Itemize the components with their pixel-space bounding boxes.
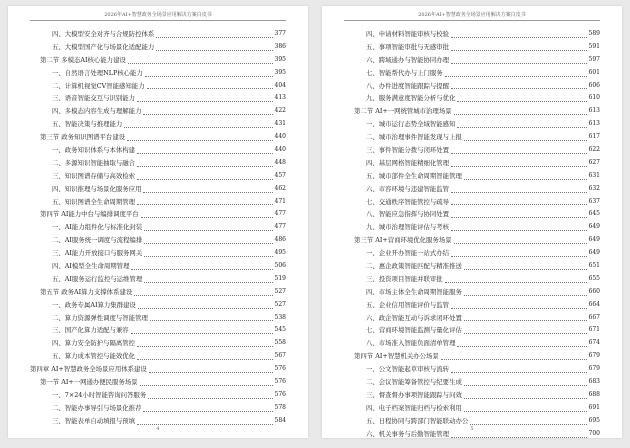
toc-dot-leader [464, 330, 587, 334]
toc-entry-title: 二、城市治理事件智能发现与上报 [366, 133, 462, 142]
toc-dot-leader [138, 305, 273, 309]
toc-dot-leader [137, 201, 272, 205]
toc-entry-page: 679 [588, 352, 600, 360]
toc-entry-page: 597 [588, 55, 600, 63]
toc-subsection-entry[interactable] [30, 234, 286, 247]
toc-dot-leader [137, 176, 272, 180]
toc-entry-title: 第四章 AI+智慧政务全场景应用体系建设 [30, 365, 147, 374]
toc-entry-title: 一、自然语言处理NLP核心能力 [52, 68, 143, 77]
toc-entry-title: 一、7×24小时智能咨询问答服务 [52, 390, 147, 399]
toc-dot-leader [137, 343, 272, 347]
header-rule [344, 20, 600, 21]
toc-entry-page: 545 [274, 326, 286, 334]
toc-dot-leader [131, 330, 273, 334]
toc-entry-title: 二、智能办事导引与场景化推荐 [52, 403, 142, 412]
toc-subsection-entry[interactable] [344, 299, 600, 312]
toc-entry-title: 五、城市部件全生命周期智能管理 [366, 171, 462, 180]
toc-subsection-entry[interactable] [30, 144, 286, 157]
toc-entry-title: 二、计算机视觉CV智能感知能力 [52, 81, 145, 90]
toc-entry-page: 637 [588, 197, 600, 205]
toc-entry-title: 七、营商环境智能监测与量化评估 [366, 326, 462, 335]
toc-entry-title: 八、市场准入智能负面清单管理 [366, 339, 456, 348]
toc-subsection-entry[interactable] [30, 80, 286, 93]
toc-subsection-entry[interactable] [344, 28, 600, 41]
toc-subsection-entry[interactable] [30, 350, 286, 363]
toc-entry-page: 613 [588, 107, 600, 115]
toc-subsection-entry[interactable] [30, 324, 286, 337]
toc-entry-title: 三、督查督办事项智能跟踪与问效 [366, 390, 462, 399]
toc-subsection-entry[interactable] [344, 221, 600, 234]
header-rule [30, 20, 286, 21]
toc-chapter-entry[interactable] [30, 363, 286, 376]
toc-dot-leader [144, 240, 272, 244]
toc-entry-page: 486 [274, 236, 286, 244]
toc-entry-title: 三、事件智能分拨与闭环处置 [366, 146, 450, 154]
toc-entry-page: 627 [588, 158, 600, 166]
toc-section-entry[interactable] [30, 376, 286, 389]
toc-subsection-entry[interactable] [30, 337, 286, 350]
toc-entry-page: 683 [588, 378, 600, 386]
toc-entry-title: 四、申请材料智能审核与校验 [366, 29, 450, 38]
toc-subsection-entry[interactable] [344, 196, 600, 209]
toc-entry-page: 589 [588, 29, 600, 37]
toc-dot-leader [451, 253, 586, 257]
toc-dot-leader [131, 266, 272, 270]
toc-entry-title: 三、国产化算力适配与兼容 [52, 326, 129, 335]
toc-section-entry[interactable] [344, 350, 600, 363]
toc-entry-title: 四、多模态内容生成与理解能力 [52, 107, 142, 116]
toc-entry-page: 395 [274, 68, 286, 76]
toc-subsection-entry[interactable] [344, 389, 600, 402]
toc-entry-page: 700 [588, 429, 600, 437]
toc-list [30, 28, 286, 428]
toc-entry-title: 第三节 政务知识图谱平台建设 [40, 133, 126, 142]
toc-entry-title: 九、城市治理智能评估与考核 [366, 223, 450, 232]
toc-entry-title: 一、公文智能起草审核与流转 [366, 365, 450, 374]
toc-entry-page: 395 [274, 55, 286, 63]
toc-dot-leader [451, 369, 586, 373]
toc-entry-page: 671 [588, 326, 600, 334]
toc-entry-title: 第四节 AI+智慧机关办公场景 [354, 352, 439, 361]
toc-dot-leader [457, 98, 586, 102]
toc-entry-title: 三、AI能力开放接口与服务网关 [52, 249, 143, 258]
page-number: 5 [470, 426, 474, 432]
toc-entry-page: 679 [588, 365, 600, 373]
toc-entry-title: 五、事项智能审批与无感审批 [366, 42, 450, 51]
toc-entry-page: 422 [274, 107, 286, 115]
toc-entry-page: 649 [588, 236, 600, 244]
toc-entry-page: 457 [274, 171, 286, 179]
toc-dot-leader [140, 382, 273, 386]
toc-dot-leader [141, 214, 273, 218]
toc-entry-title: 第二节 多模态AI核心能力建设 [40, 55, 126, 64]
toc-subsection-entry[interactable] [344, 260, 600, 273]
page-header: 2026年AI+智慧政务全场景应用解决方案白皮书 [418, 12, 526, 18]
toc-entry-page: 660 [588, 287, 600, 295]
toc-entry-title: 四、知识推理与场景化服务应用 [52, 184, 142, 193]
toc-dot-leader [137, 98, 272, 102]
toc-subsection-entry[interactable] [30, 273, 286, 286]
toc-subsection-entry[interactable] [344, 131, 600, 144]
toc-subsection-entry[interactable] [30, 28, 286, 41]
toc-entry-title: 六、机关事务与后勤智能管理 [366, 429, 450, 438]
toc-entry-page: 695 [588, 416, 600, 424]
toc-entry-title: 四、电子档案智能归档与检索利用 [366, 403, 462, 412]
toc-entry-title: 二、AI服务统一调度与流程编排 [52, 236, 143, 245]
toc-entry-title: 一、政务专属AI算力集群建设 [52, 300, 136, 309]
toc-dot-leader [137, 150, 272, 154]
toc-dot-leader [124, 124, 272, 128]
toc-entry-title: 七、智能帮代办与上门服务 [366, 68, 443, 77]
toc-dot-leader [128, 60, 273, 64]
toc-dot-leader [464, 266, 587, 270]
toc-dot-leader [150, 317, 273, 321]
toc-dot-leader [454, 240, 587, 244]
toc-dot-leader [451, 227, 586, 231]
toc-subsection-entry[interactable] [30, 196, 286, 209]
toc-entry-page: 664 [588, 300, 600, 308]
toc-entry-title: 五、知识图谱全生命周期管理 [52, 197, 136, 206]
toc-dot-leader [148, 395, 272, 399]
toc-list [344, 28, 600, 441]
toc-entry-title: 五、大模型国产化与场景化适配能力 [52, 42, 155, 51]
toc-page-right [322, 6, 622, 438]
toc-dot-leader [451, 434, 586, 438]
toc-entry-title: 二、惠企政策智能匹配与精准推送 [366, 262, 462, 271]
toc-entry-title: 二、会议智能筹备管控与纪要生成 [366, 378, 462, 387]
toc-section-entry[interactable] [344, 105, 600, 118]
toc-dot-leader [464, 382, 587, 386]
toc-subsection-entry[interactable] [30, 247, 286, 260]
toc-entry-title: 一、AI能力组件化与标准化封装 [52, 223, 143, 232]
toc-subsection-entry[interactable] [30, 157, 286, 170]
toc-entry-page: 584 [274, 416, 286, 424]
toc-subsection-entry[interactable] [30, 299, 286, 312]
toc-entry-title: 第五节 政务AI算力支撑体系建设 [40, 287, 133, 296]
toc-entry-title: 第四节 AI能力中台与编排调度平台 [40, 210, 139, 219]
toc-section-entry[interactable] [30, 131, 286, 144]
toc-entry-title: 五、算力成本管控与能效优化 [52, 352, 136, 361]
toc-entry-page: 631 [588, 171, 600, 179]
toc-entry-title: 四、市场主体全生命周期智能服务 [366, 287, 462, 296]
toc-dot-leader [137, 356, 272, 360]
toc-entry-page: 527 [274, 300, 286, 308]
toc-dot-leader [137, 421, 272, 425]
toc-dot-leader [127, 137, 272, 141]
toc-entry-title: 六、跨域通办与智能协同办理 [366, 55, 450, 64]
toc-entry-page: 477 [274, 210, 286, 218]
toc-dot-leader [451, 60, 586, 64]
toc-dot-leader [445, 73, 587, 77]
toc-entry-page: 558 [274, 339, 286, 347]
toc-entry-title: 一、城市运行态势全域智能感知 [366, 120, 456, 129]
toc-entry-page: 649 [588, 223, 600, 231]
toc-entry-title: 二、多源知识智能抽取与融合 [52, 158, 136, 167]
toc-entry-title: 五、日程协同与跨部门智能联动办公 [366, 416, 469, 425]
toc-subsection-entry[interactable] [344, 144, 600, 157]
toc-entry-page: 674 [588, 339, 600, 347]
toc-entry-title: 四、算力安全防护与隔离管控 [52, 339, 136, 348]
toc-entry-page: 591 [588, 42, 600, 50]
toc-subsection-entry[interactable] [30, 402, 286, 415]
toc-entry-page: 386 [274, 42, 286, 50]
toc-entry-page: 610 [588, 94, 600, 102]
toc-subsection-entry[interactable] [344, 376, 600, 389]
toc-dot-leader [451, 201, 586, 205]
toc-entry-page: 448 [274, 158, 286, 166]
toc-entry-page: 519 [274, 274, 286, 282]
toc-subsection-entry[interactable] [30, 312, 286, 325]
toc-subsection-entry[interactable] [344, 363, 600, 376]
toc-dot-leader [464, 176, 587, 180]
toc-subsection-entry[interactable] [344, 80, 600, 93]
toc-dot-leader [441, 356, 587, 360]
toc-subsection-entry[interactable] [344, 312, 600, 325]
toc-subsection-entry[interactable] [344, 92, 600, 105]
toc-dot-leader [451, 34, 586, 38]
toc-entry-title: 五、AI服务运行监控与运维管理 [52, 274, 143, 283]
toc-entry-title: 第一节 AI+一网通办便民服务场景 [40, 378, 138, 387]
toc-entry-page: 576 [274, 390, 286, 398]
toc-entry-page: 651 [588, 262, 600, 270]
toc-entry-page: 617 [588, 133, 600, 141]
toc-subsection-entry[interactable] [344, 247, 600, 260]
toc-dot-leader [451, 150, 586, 154]
toc-entry-page: 613 [588, 120, 600, 128]
toc-entry-page: 527 [274, 287, 286, 295]
toc-subsection-entry[interactable] [30, 118, 286, 131]
toc-section-entry[interactable] [344, 234, 600, 247]
toc-entry-page: 655 [588, 274, 600, 282]
toc-entry-title: 第二节 AI+一网统管城市治理场景 [354, 107, 452, 116]
toc-dot-leader [451, 189, 586, 193]
toc-subsection-entry[interactable] [344, 157, 600, 170]
toc-entry-page: 440 [274, 146, 286, 153]
toc-dot-leader [464, 408, 587, 412]
toc-entry-page: 632 [588, 184, 600, 192]
toc-dot-leader [457, 343, 586, 347]
toc-entry-title: 八、办件进度智能跟踪与提醒 [366, 81, 450, 90]
toc-entry-title: 第三节 AI+营商环境优化服务场景 [354, 236, 452, 245]
toc-entry-page: 667 [588, 313, 600, 321]
toc-dot-leader [451, 85, 586, 89]
toc-dot-leader [451, 305, 586, 309]
toc-entry-page: 601 [588, 68, 600, 76]
toc-subsection-entry[interactable] [30, 183, 286, 196]
toc-section-entry[interactable] [30, 208, 286, 221]
toc-subsection-entry[interactable] [30, 260, 286, 273]
toc-entry-title: 三、语音智能交互与识别能力 [52, 94, 136, 103]
toc-dot-leader [470, 421, 586, 425]
toc-dot-leader [144, 253, 272, 257]
toc-dot-leader [156, 47, 272, 51]
toc-dot-leader [451, 163, 586, 167]
toc-entry-page: 576 [274, 365, 286, 373]
toc-dot-leader [143, 189, 272, 193]
toc-entry-title: 七、交通秩序智能管控与疏导 [366, 197, 450, 206]
toc-entry-title: 三、知识图谱存储与高效检索 [52, 171, 136, 180]
toc-subsection-entry[interactable] [30, 170, 286, 183]
toc-dot-leader [144, 227, 272, 231]
toc-entry-title: 四、大模型安全对齐与合规防控体系 [52, 29, 155, 38]
toc-entry-title: 三、智能表单自动填报与预填 [52, 416, 136, 425]
toc-entry-title: 五、智能决策与推理能力 [52, 120, 123, 129]
toc-dot-leader [134, 292, 272, 296]
toc-dot-leader [451, 47, 586, 51]
toc-entry-page: 649 [588, 249, 600, 257]
toc-dot-leader [145, 73, 273, 77]
toc-dot-leader [457, 124, 586, 128]
toc-entry-page: 538 [274, 313, 286, 321]
toc-entry-title: 二、算力资源弹性调度与智能管理 [52, 313, 148, 322]
toc-entry-title: 八、智能应急指挥与协同处置 [366, 210, 450, 219]
toc-dot-leader [156, 34, 272, 38]
toc-subsection-entry[interactable] [344, 402, 600, 415]
toc-dot-leader [464, 292, 587, 296]
toc-dot-leader [445, 279, 587, 283]
toc-entry-page: 506 [274, 262, 286, 270]
toc-entry-title: 一、政务知识体系与本体构建 [52, 146, 136, 154]
toc-dot-leader [454, 111, 587, 115]
page-number: 4 [156, 426, 160, 432]
toc-entry-page: 645 [588, 210, 600, 218]
toc-subsection-entry[interactable] [30, 389, 286, 402]
toc-entry-page: 622 [588, 146, 600, 153]
toc-entry-page: 688 [588, 390, 600, 398]
toc-subsection-entry[interactable] [344, 54, 600, 67]
toc-dot-leader [147, 85, 273, 89]
toc-entry-title: 三、投资项目智能并联审批 [366, 274, 443, 283]
toc-entry-page: 404 [274, 81, 286, 89]
toc-entry-page: 576 [274, 378, 286, 386]
toc-subsection-entry[interactable] [344, 118, 600, 131]
toc-entry-title: 四、AI模型全生命周期管理 [52, 262, 130, 271]
toc-dot-leader [464, 395, 587, 399]
toc-entry-page: 431 [274, 120, 286, 128]
toc-entry-page: 377 [274, 29, 286, 37]
toc-subsection-entry[interactable] [30, 221, 286, 234]
toc-entry-page: 606 [588, 81, 600, 89]
toc-entry-page: 495 [274, 249, 286, 257]
toc-section-entry[interactable] [30, 286, 286, 299]
toc-subsection-entry[interactable] [344, 324, 600, 337]
toc-entry-title: 六、市容环境与违建智能监管 [366, 184, 450, 193]
toc-entry-page: 567 [274, 352, 286, 360]
toc-dot-leader [464, 137, 587, 141]
toc-page-left [8, 6, 308, 438]
toc-entry-title: 六、政企智能互动与诉求闭环处置 [366, 313, 462, 322]
toc-entry-title: 九、服务满意度智能分析与优化 [366, 94, 456, 103]
toc-subsection-entry[interactable] [344, 337, 600, 350]
toc-entry-page: 440 [274, 133, 286, 141]
toc-subsection-entry[interactable] [344, 67, 600, 80]
toc-dot-leader [149, 369, 273, 373]
toc-entry-title: 五、企业信用智能评价与监管 [366, 300, 450, 309]
toc-dot-leader [451, 214, 586, 218]
toc-subsection-entry[interactable] [30, 41, 286, 54]
page-header: 2026年AI+智慧政务全场景应用解决方案白皮书 [104, 12, 212, 18]
toc-subsection-entry[interactable] [30, 67, 286, 80]
toc-entry-page: 691 [588, 403, 600, 411]
toc-dot-leader [464, 317, 587, 321]
toc-entry-page: 462 [274, 184, 286, 192]
toc-entry-page: 578 [274, 403, 286, 411]
toc-section-entry[interactable] [30, 54, 286, 67]
toc-entry-page: 471 [274, 197, 286, 205]
toc-dot-leader [143, 408, 272, 412]
toc-subsection-entry[interactable] [344, 170, 600, 183]
toc-entry-page: 413 [274, 94, 286, 102]
toc-subsection-entry[interactable] [344, 286, 600, 299]
toc-subsection-entry[interactable] [30, 105, 286, 118]
toc-subsection-entry[interactable] [344, 41, 600, 54]
toc-entry-title: 一、企业开办智能一站式办结 [366, 249, 450, 258]
toc-subsection-entry[interactable] [30, 92, 286, 105]
toc-subsection-entry[interactable] [344, 208, 600, 221]
toc-dot-leader [144, 279, 272, 283]
toc-dot-leader [143, 111, 272, 115]
toc-dot-leader [137, 163, 272, 167]
toc-entry-page: 477 [274, 223, 286, 231]
toc-entry-title: 四、基层网格智能精细化管理 [366, 158, 450, 167]
toc-subsection-entry[interactable] [344, 183, 600, 196]
toc-subsection-entry[interactable] [344, 273, 600, 286]
